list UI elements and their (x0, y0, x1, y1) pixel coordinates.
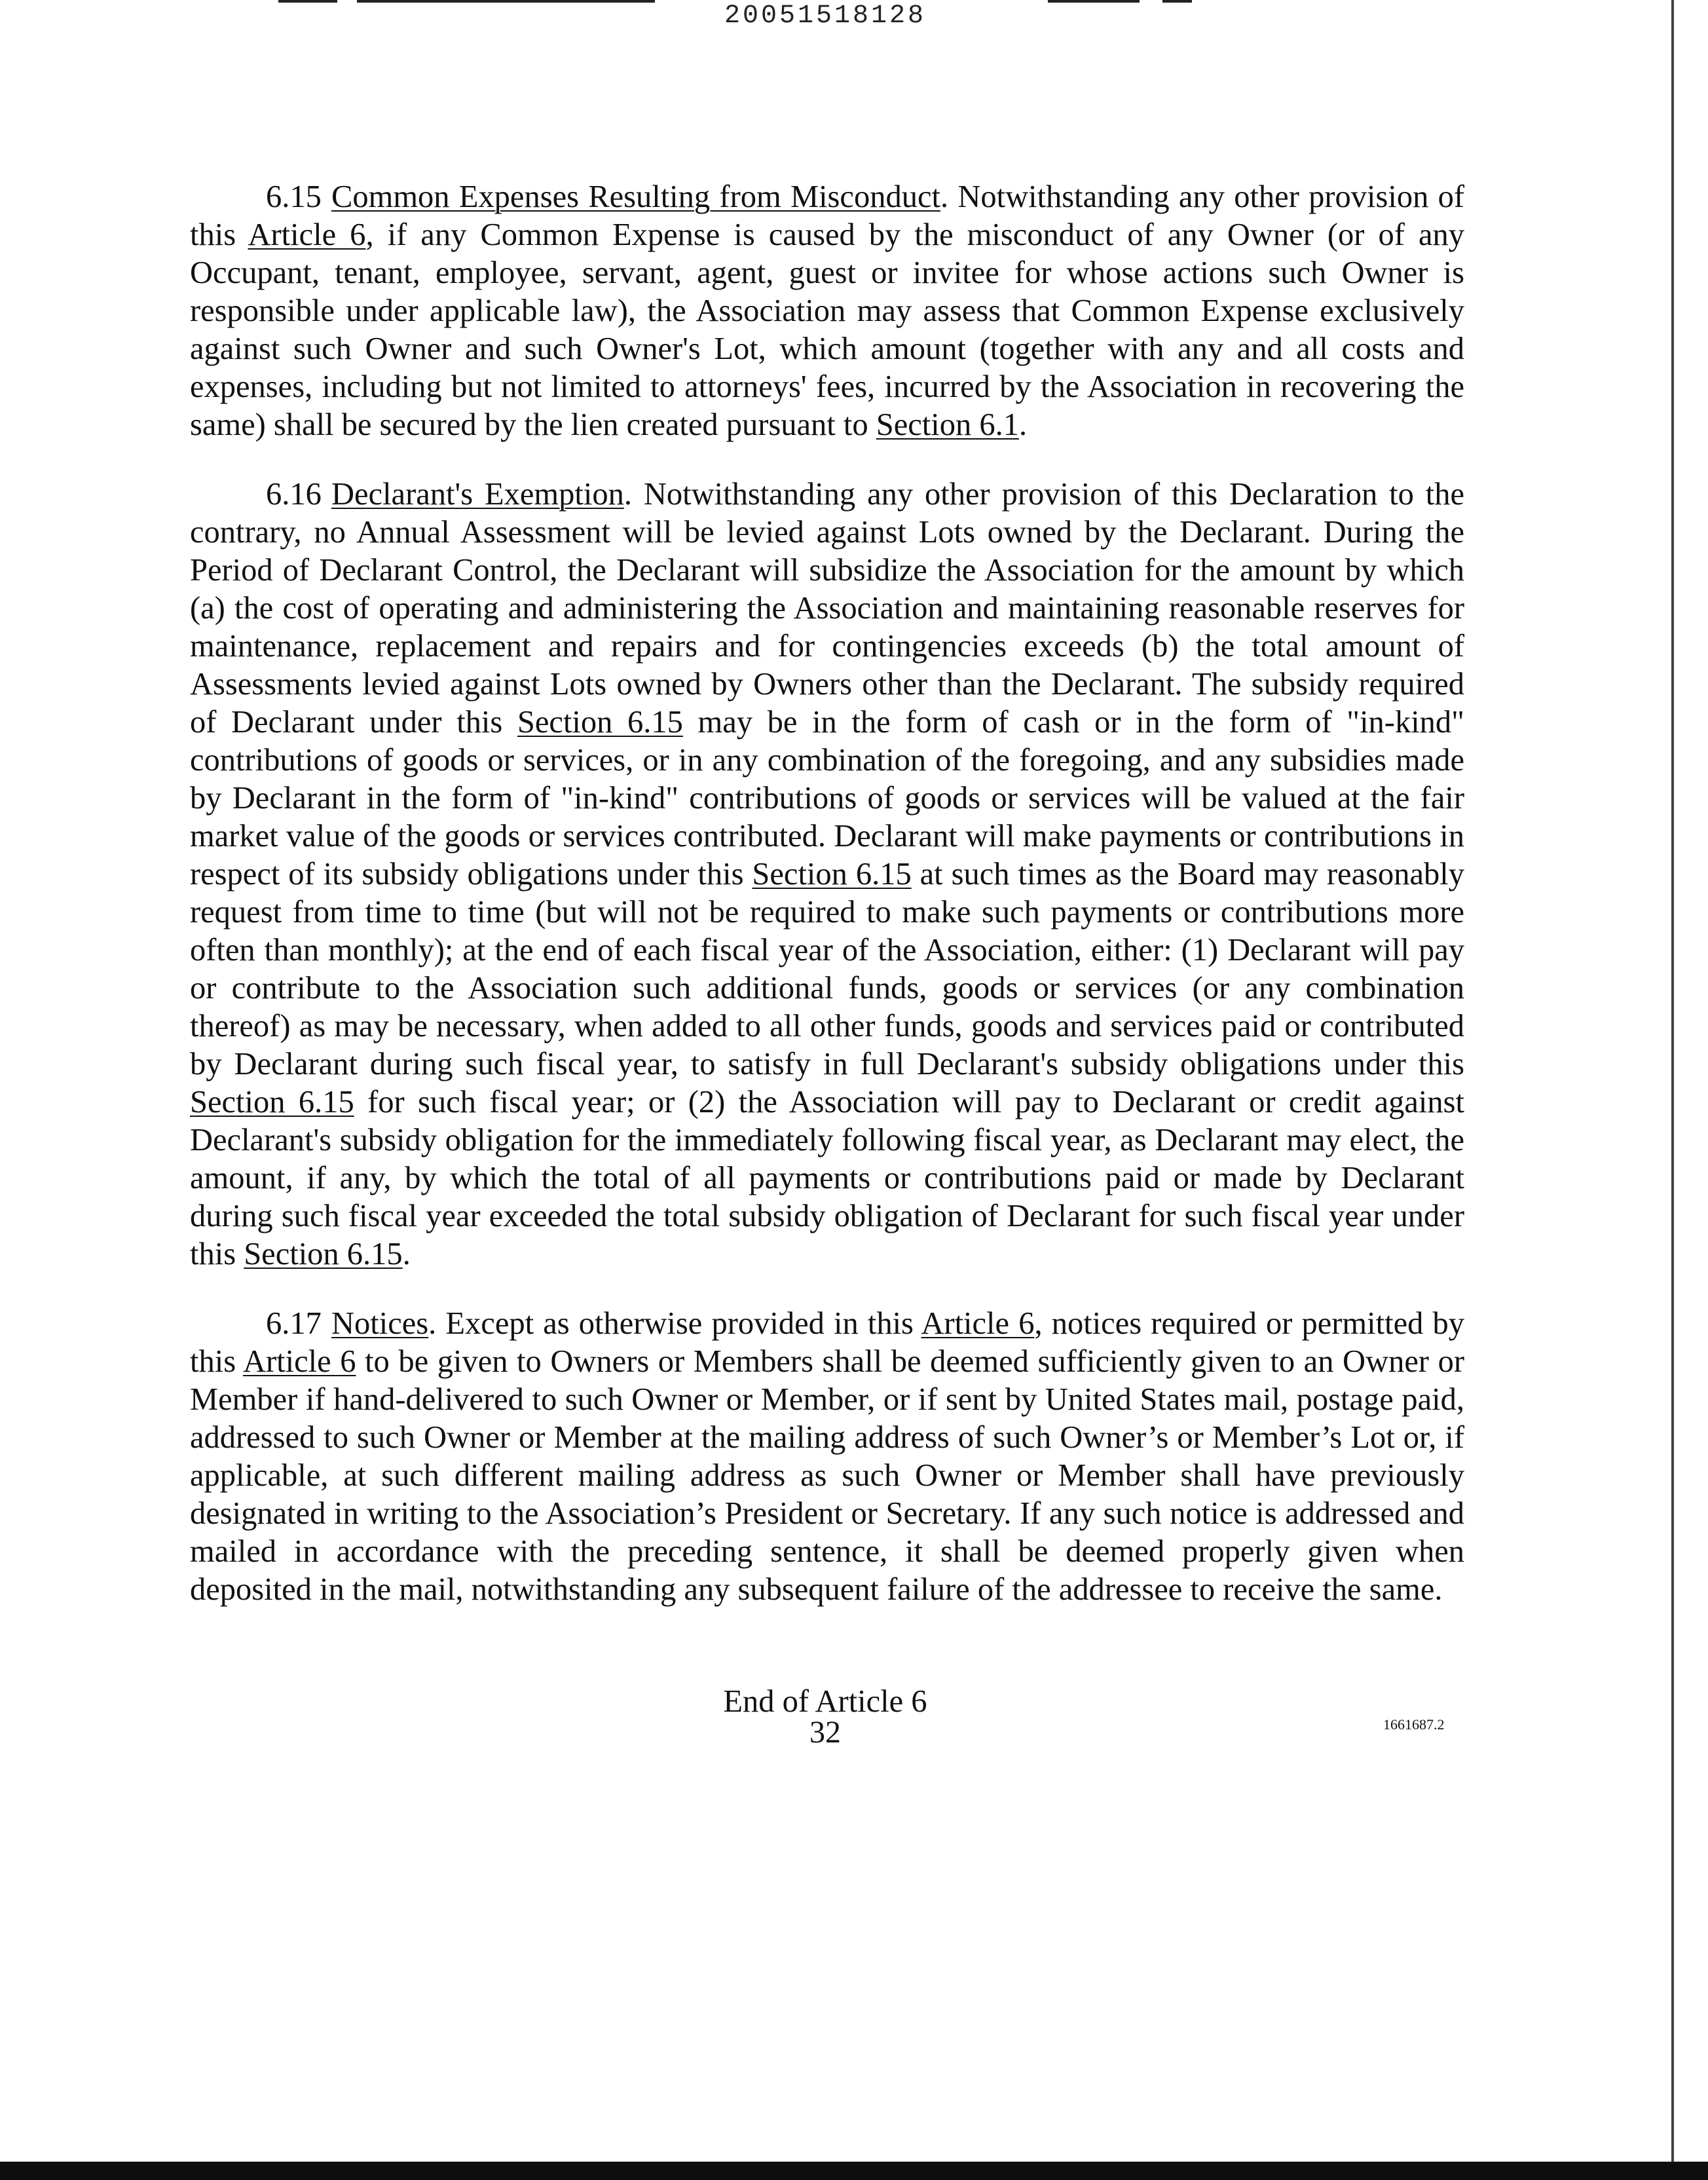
section-number: 6.17 (266, 1306, 322, 1341)
section-6-15-paragraph (190, 178, 1464, 444)
section-number: 6.16 (266, 477, 322, 512)
document-code: 1661687.2 (1383, 1716, 1445, 1733)
paragraph-text: . (402, 1237, 411, 1271)
cross-reference: Article 6 (242, 1344, 356, 1379)
end-of-article-label: End of Article 6 (723, 1684, 927, 1719)
cross-reference: Section 6.1 (876, 407, 1019, 442)
paragraph-text: . Except as otherwise provided in this (428, 1306, 921, 1341)
cross-reference: Section 6.15 (244, 1237, 403, 1271)
paragraph-text: . Notwithstanding any other provision of this Declaration to the contrary, no Annual Assessment will be levied against Lots owned by the Declarant. During the Period of Declarant Control, the Declarant will subsidize the Association for the amount by which (a) the cost of operating and administering the Association and maintaining reasonable reserves for maintenance, replacement and repairs and for contingencies exceeds (b) the total amount of Assessments levied against Lots owned by Owners other than the Declarant. The subsidy required of Declarant under this (190, 477, 1464, 740)
cross-reference: Article 6 (921, 1306, 1035, 1341)
document-body (190, 178, 1464, 1640)
section-6-16-paragraph (190, 476, 1464, 1273)
scan-edge-line (1671, 0, 1674, 2162)
page-number: 32 (809, 1715, 841, 1750)
paragraph-text: , notices required or permitted by this (190, 1306, 1464, 1379)
document-id-header: 20051518128 (724, 1, 927, 31)
paragraph-text: . (1018, 407, 1028, 442)
section-title: Declarant's Exemption (331, 477, 624, 512)
paragraph-text: to be given to Owners or Members shall be deemed sufficiently given to an Owner or Member if hand-delivered to such Owner or Member, or if sent by United States mail, postage paid, addressed to such Owner or Member at the mailing address of such Owner’s or Member’s Lot or, if applicable, at such different mailing address as such Owner or Member shall have previously designated in writing to the Association’s President or Secretary. If any such notice is addressed and mailed in accordance with the preceding sentence, it shall be deemed properly given when deposited in the mail, notwithstanding any subsequent failure of the addressee to receive the same. (190, 1344, 1465, 1607)
section-6-17-paragraph (190, 1305, 1464, 1609)
paragraph-text: at such times as the Board may reasonably request from time to time (but will not be required to make such payments or contributions more often than monthly); at the end of each fiscal year of the Association, either: (1) Declarant will pay or contribute to the Association such additional funds, goods or services (or any combination thereof) as may be necessary, when added to all other funds, goods and services paid or contributed by Declarant during such fiscal year, to satisfy in full Declarant's subsidy obligations under this (190, 857, 1464, 1081)
section-number: 6.15 (266, 179, 322, 214)
cross-reference: Section 6.15 (517, 705, 683, 740)
paragraph-text: may be in the form of cash or in the form of "in-kind" contributions of goods or services, or in any combination of the foregoing, and any subsidies made by Declarant in the form of "in-kind" contributions of goods or services will be valued at the fair market value of the goods or services contributed. Declarant will make payments or contributions in respect of its subsidy obligations under this (190, 705, 1464, 892)
cross-reference: Section 6.15 (752, 857, 912, 892)
cross-reference: Section 6.15 (190, 1085, 354, 1119)
section-title: Common Expenses Resulting from Misconduct (331, 179, 940, 214)
paragraph-text: , if any Common Expense is caused by the misconduct of any Owner (or of any Occupant, tenant, employee, servant, agent, guest or invitee for whose actions such Owner is responsible under applicable law), the Association may assess that Common Expense exclusively against such Owner and such Owner's Lot, which amount (together with any and all costs and expenses, including but not limited to attorneys' fees, incurred by the Association in recovering the same) shall be secured by the lien created pursuant to (190, 217, 1465, 442)
scan-bottom-border (0, 2162, 1708, 2180)
paragraph-text: . Notwithstanding any other provision of this (190, 179, 1464, 252)
cross-reference: Article 6 (248, 217, 366, 252)
paragraph-text: for such fiscal year; or (2) the Association will pay to Declarant or credit against Declarant's subsidy obligation for the immediately following fiscal year, as Declarant may elect, the amount, if any, by which the total of all payments or contributions paid or made by Declarant during such fiscal year exceeded the total subsidy obligation of Declarant for such fiscal year under this (190, 1085, 1464, 1271)
section-title: Notices (331, 1306, 429, 1341)
